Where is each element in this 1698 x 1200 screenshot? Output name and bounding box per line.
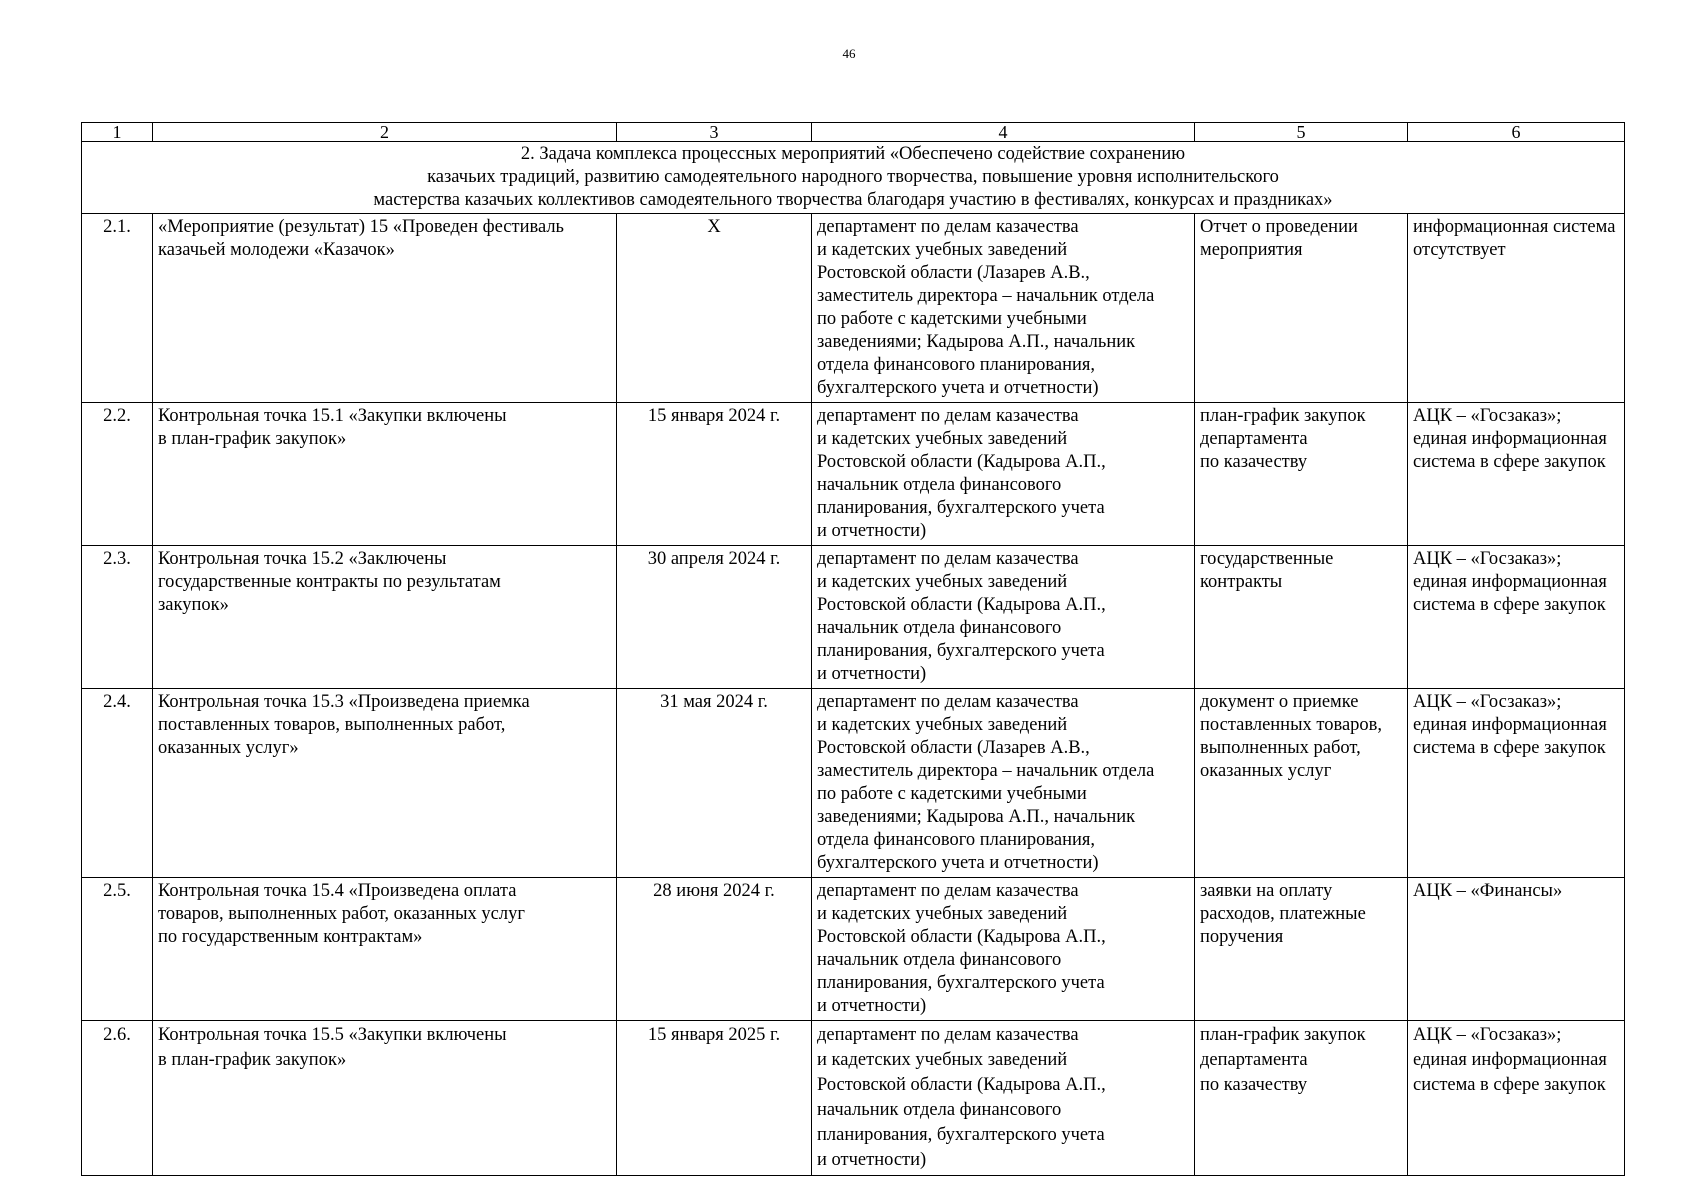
cell-line: Ростовской области (Кадырова А.П.,: [817, 1075, 1106, 1095]
cell-line: Контрольная точка 15.2 «Заключены: [158, 549, 447, 569]
cell-line: отдела финансового планирования,: [817, 355, 1096, 375]
cell-line: расходов, платежные: [1200, 904, 1366, 924]
section-title: [82, 142, 1625, 214]
document-cell: [1195, 878, 1408, 1021]
cell-line: начальник отдела финансового: [817, 618, 1062, 638]
responsible-cell: [812, 403, 1195, 546]
measures-table: [81, 122, 1625, 1176]
cell-line: АЦК – «Госзаказ»;: [1413, 406, 1562, 426]
cell-line: АЦК – «Финансы»: [1413, 881, 1563, 901]
column-number: 4: [812, 123, 1195, 142]
cell-line: и кадетских учебных заведений: [817, 572, 1068, 592]
cell-line: планирования, бухгалтерского учета: [817, 973, 1105, 993]
cell-line: в план-график закупок»: [158, 1050, 347, 1070]
cell-line: система в сфере закупок: [1413, 738, 1606, 758]
cell-line: АЦК – «Госзаказ»;: [1413, 549, 1562, 569]
cell-line: Контрольная точка 15.4 «Произведена оплата: [158, 881, 517, 901]
column-number: 6: [1408, 123, 1625, 142]
cell-line: система в сфере закупок: [1413, 595, 1606, 615]
section-title-line: 2. Задача комплекса процессных мероприятий «Обеспечено содействие сохранению: [520, 144, 1186, 164]
document-cell: [1195, 214, 1408, 403]
cell-line: начальник отдела финансового: [817, 950, 1062, 970]
cell-line: по казачеству: [1200, 1075, 1308, 1095]
cell-line: заместитель директора – начальник отдела: [817, 761, 1155, 781]
row-number-cell: 2.2.: [82, 403, 153, 546]
information-system-cell: [1408, 403, 1625, 546]
cell-line: Ростовской области (Кадырова А.П.,: [817, 452, 1106, 472]
cell-line: государственные контракты по результатам: [158, 572, 501, 592]
cell-line: АЦК – «Госзаказ»;: [1413, 1025, 1562, 1045]
measure-name-cell: [153, 1021, 617, 1176]
cell-line: отсутствует: [1413, 240, 1506, 260]
cell-line: единая информационная: [1413, 429, 1607, 449]
cell-line: отдела финансового планирования,: [817, 830, 1096, 850]
column-number: 1: [82, 123, 153, 142]
measure-name-cell: [153, 214, 617, 403]
table-row: [82, 1021, 1625, 1176]
cell-line: начальник отдела финансового: [817, 475, 1062, 495]
cell-line: мероприятия: [1200, 240, 1303, 260]
document-cell: [1195, 689, 1408, 878]
measure-name-cell: [153, 546, 617, 689]
deadline-cell: 30 апреля 2024 г.: [617, 546, 812, 689]
cell-line: информационная система: [1413, 217, 1616, 237]
cell-line: документ о приемке: [1200, 692, 1359, 712]
cell-line: план-график закупок: [1200, 1025, 1366, 1045]
cell-line: товаров, выполненных работ, оказанных услуг: [158, 904, 525, 924]
deadline-cell: 15 января 2024 г.: [617, 403, 812, 546]
cell-line: Ростовской области (Кадырова А.П.,: [817, 927, 1106, 947]
cell-line: департамент по делам казачества: [817, 549, 1079, 569]
deadline-cell: 31 мая 2024 г.: [617, 689, 812, 878]
measure-name-cell: [153, 689, 617, 878]
cell-line: АЦК – «Госзаказ»;: [1413, 692, 1562, 712]
cell-line: казачьей молодежи «Казачок»: [158, 240, 395, 260]
cell-line: планирования, бухгалтерского учета: [817, 1125, 1105, 1145]
cell-line: департамента: [1200, 429, 1308, 449]
row-number-cell: 2.3.: [82, 546, 153, 689]
deadline-cell: 28 июня 2024 г.: [617, 878, 812, 1021]
cell-line: система в сфере закупок: [1413, 452, 1606, 472]
cell-line: бухгалтерского учета и отчетности): [817, 378, 1099, 398]
cell-line: по государственным контрактам»: [158, 927, 423, 947]
cell-line: заведениями; Кадырова А.П., начальник: [817, 807, 1136, 827]
cell-line: планирования, бухгалтерского учета: [817, 498, 1105, 518]
cell-line: заместитель директора – начальник отдела: [817, 286, 1155, 306]
cell-line: единая информационная: [1413, 572, 1607, 592]
document-cell: [1195, 403, 1408, 546]
responsible-cell: [812, 689, 1195, 878]
cell-line: Контрольная точка 15.1 «Закупки включены: [158, 406, 507, 426]
section-title-line: мастерства казачьих коллективов самодеятельного творчества благодаря участию в фестивалях, конкурсах и праздниках»: [373, 190, 1333, 210]
cell-line: контракты: [1200, 572, 1283, 592]
cell-line: заведениями; Кадырова А.П., начальник: [817, 332, 1136, 352]
cell-line: по работе с кадетскими учебными: [817, 309, 1087, 329]
column-number-row: [82, 123, 1625, 142]
cell-line: и отчетности): [817, 1150, 927, 1170]
cell-line: система в сфере закупок: [1413, 1075, 1606, 1095]
table-body: [82, 123, 1625, 1176]
cell-line: и кадетских учебных заведений: [817, 1050, 1068, 1070]
information-system-cell: [1408, 546, 1625, 689]
information-system-cell: [1408, 689, 1625, 878]
table-row: [82, 403, 1625, 546]
document-cell: [1195, 1021, 1408, 1176]
section-title-line: казачьих традиций, развитию самодеятельного народного творчества, повышение уровня исполнительского: [427, 167, 1279, 187]
cell-line: Ростовской области (Лазарев А.В.,: [817, 263, 1090, 283]
cell-line: Ростовской области (Кадырова А.П.,: [817, 595, 1106, 615]
cell-line: по казачеству: [1200, 452, 1308, 472]
cell-line: Контрольная точка 15.5 «Закупки включены: [158, 1025, 507, 1045]
row-number-cell: 2.6.: [82, 1021, 153, 1176]
section-header-row: [82, 142, 1625, 214]
cell-line: и отчетности): [817, 664, 927, 684]
cell-line: государственные: [1200, 549, 1334, 569]
measure-name-cell: [153, 403, 617, 546]
column-number: 5: [1195, 123, 1408, 142]
deadline-cell: X: [617, 214, 812, 403]
cell-line: и кадетских учебных заведений: [817, 904, 1068, 924]
table-row: [82, 214, 1625, 403]
cell-line: план-график закупок: [1200, 406, 1366, 426]
cell-line: департамент по делам казачества: [817, 1025, 1079, 1045]
cell-line: закупок»: [158, 595, 229, 615]
cell-line: «Мероприятие (результат) 15 «Проведен фестиваль: [158, 217, 564, 237]
cell-line: и кадетских учебных заведений: [817, 715, 1068, 735]
information-system-cell: [1408, 214, 1625, 403]
cell-line: и кадетских учебных заведений: [817, 240, 1068, 260]
cell-line: департамент по делам казачества: [817, 406, 1079, 426]
cell-line: Отчет о проведении: [1200, 217, 1358, 237]
cell-line: оказанных услуг: [1200, 761, 1332, 781]
document-cell: [1195, 546, 1408, 689]
cell-line: единая информационная: [1413, 1050, 1607, 1070]
responsible-cell: [812, 214, 1195, 403]
information-system-cell: [1408, 1021, 1625, 1176]
cell-line: и кадетских учебных заведений: [817, 429, 1068, 449]
table-row: [82, 546, 1625, 689]
cell-line: департамент по делам казачества: [817, 217, 1079, 237]
cell-line: оказанных услуг»: [158, 738, 299, 758]
cell-line: выполненных работ,: [1200, 738, 1361, 758]
cell-line: начальник отдела финансового: [817, 1100, 1062, 1120]
row-number-cell: 2.4.: [82, 689, 153, 878]
cell-line: планирования, бухгалтерского учета: [817, 641, 1105, 661]
cell-line: бухгалтерского учета и отчетности): [817, 853, 1099, 873]
cell-line: заявки на оплату: [1200, 881, 1333, 901]
table-row: [82, 689, 1625, 878]
responsible-cell: [812, 1021, 1195, 1176]
cell-line: и отчетности): [817, 996, 927, 1016]
cell-line: поручения: [1200, 927, 1284, 947]
row-number-cell: 2.5.: [82, 878, 153, 1021]
cell-line: поставленных товаров, выполненных работ,: [158, 715, 506, 735]
deadline-cell: 15 января 2025 г.: [617, 1021, 812, 1176]
cell-line: поставленных товаров,: [1200, 715, 1383, 735]
column-number: 3: [617, 123, 812, 142]
responsible-cell: [812, 546, 1195, 689]
column-number: 2: [153, 123, 617, 142]
cell-line: единая информационная: [1413, 715, 1607, 735]
table-row: [82, 878, 1625, 1021]
responsible-cell: [812, 878, 1195, 1021]
cell-line: и отчетности): [817, 521, 927, 541]
measure-name-cell: [153, 878, 617, 1021]
information-system-cell: [1408, 878, 1625, 1021]
cell-line: Ростовской области (Лазарев А.В.,: [817, 738, 1090, 758]
cell-line: Контрольная точка 15.3 «Произведена приемка: [158, 692, 530, 712]
cell-line: департамент по делам казачества: [817, 692, 1079, 712]
cell-line: департамент по делам казачества: [817, 881, 1079, 901]
cell-line: департамента: [1200, 1050, 1308, 1070]
page-number: 46: [842, 46, 856, 61]
row-number-cell: 2.1.: [82, 214, 153, 403]
cell-line: по работе с кадетскими учебными: [817, 784, 1087, 804]
cell-line: в план-график закупок»: [158, 429, 347, 449]
